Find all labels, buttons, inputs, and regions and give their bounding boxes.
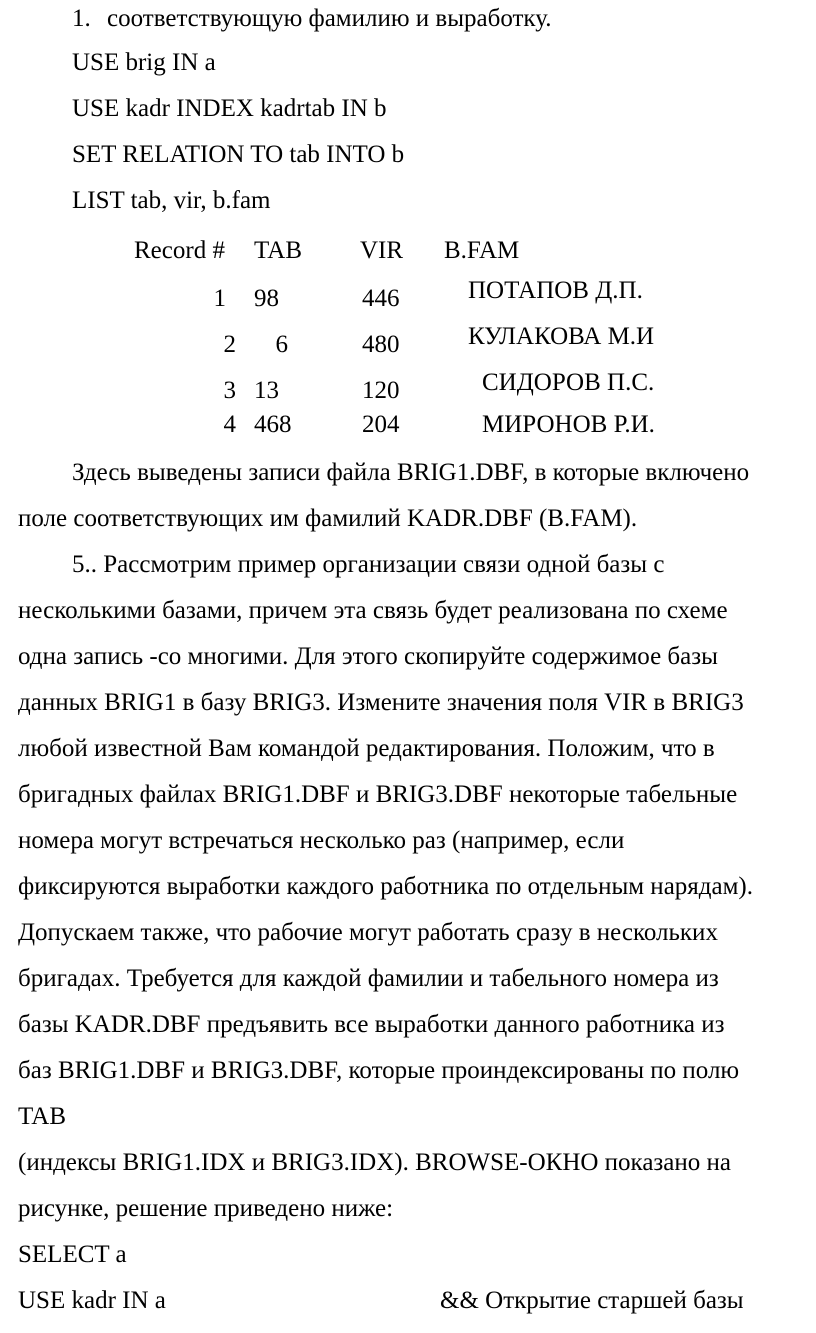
cell-fam: КУЛАКОВА М.И xyxy=(468,323,655,350)
paragraph-line: фиксируются выработки каждого работника по отдельным нарядам). xyxy=(18,873,753,900)
cell-fam: ПОТАПОВ Д.П. xyxy=(468,277,643,304)
cell-vir: 446 xyxy=(362,285,400,312)
paragraph-line: номера могут встречаться несколько раз (например, если xyxy=(18,827,625,854)
paragraph-line: данных BRIG1 в базу BRIG3. Измените значения поля VIR в BRIG3 xyxy=(18,689,744,716)
paragraph-line: TAB xyxy=(18,1103,66,1130)
paragraph-line: поле соответствующих им фамилий KADR.DBF (B.FAM). xyxy=(18,505,638,532)
list-item-1 xyxy=(72,4,551,34)
paragraph-line: бригадных файлах BRIG1.DBF и BRIG3.DBF некоторые табельные xyxy=(18,781,738,808)
paragraph-line: одна запись -со многими. Для этого скопируйте содержимое базы xyxy=(18,643,718,670)
cell-vir: 480 xyxy=(362,331,400,358)
list-number: 1. xyxy=(72,5,91,32)
cell-vir: 204 xyxy=(362,411,400,438)
code-line: LIST tab, vir, b.fam xyxy=(72,187,271,214)
code-line: USE kadr INDEX kadrtab IN b xyxy=(72,95,387,122)
code-line: SET RELATION TO tab INTO b xyxy=(72,141,405,168)
header-fam: B.FAM xyxy=(444,237,520,264)
code-line: USE brig IN a xyxy=(72,49,216,76)
paragraph-line: Здесь выведены записи файла BRIG1.DBF, в которые включено xyxy=(72,459,750,486)
paragraph-line: рисунке, решение приведено ниже: xyxy=(18,1195,394,1222)
code-line: USE kadr IN a xyxy=(18,1287,166,1314)
cell-record: 4 xyxy=(223,411,236,438)
cell-tab: 13 xyxy=(254,377,279,404)
paragraph-line: бригадах. Требуется для каждой фамилии и табельного номера из xyxy=(18,965,719,992)
paragraph-line: Допускаем также, что рабочие могут работать сразу в нескольких xyxy=(18,919,718,946)
header-record: Record # xyxy=(134,237,225,264)
code-comment: && Открытие старшей базы xyxy=(440,1287,744,1314)
paragraph-line: любой известной Вам командой редактирования. Положим, что в xyxy=(18,735,715,762)
cell-vir: 120 xyxy=(362,377,400,404)
cell-fam: СИДОРОВ П.С. xyxy=(482,369,655,396)
cell-record: 2 xyxy=(223,331,236,358)
paragraph-line: базы KADR.DBF предъявить все выработки данного работника из xyxy=(18,1011,725,1038)
code-line: SELECT a xyxy=(18,1241,127,1268)
cell-record: 1 xyxy=(213,285,226,312)
cell-record: 3 xyxy=(223,377,236,404)
cell-fam: МИРОНОВ Р.И. xyxy=(482,411,655,438)
paragraph-line: 5.. Рассмотрим пример организации связи одной базы с xyxy=(72,551,665,578)
paragraph-line: баз BRIG1.DBF и BRIG3.DBF, которые проиндексированы по полю xyxy=(18,1057,740,1084)
header-tab: TAB xyxy=(254,237,302,264)
paragraph-line: несколькими базами, причем эта связь будет реализована по схеме xyxy=(18,597,728,624)
cell-tab: 468 xyxy=(254,411,292,438)
header-vir: VIR xyxy=(360,237,404,264)
list-item-text: соответствующую фамилию и выработку. xyxy=(107,5,552,32)
paragraph-line: (индексы BRIG1.IDX и BRIG3.IDX). BROWSE-ОКНО показано на xyxy=(18,1149,732,1176)
cell-tab: 6 xyxy=(275,331,288,358)
cell-tab: 98 xyxy=(254,285,279,312)
